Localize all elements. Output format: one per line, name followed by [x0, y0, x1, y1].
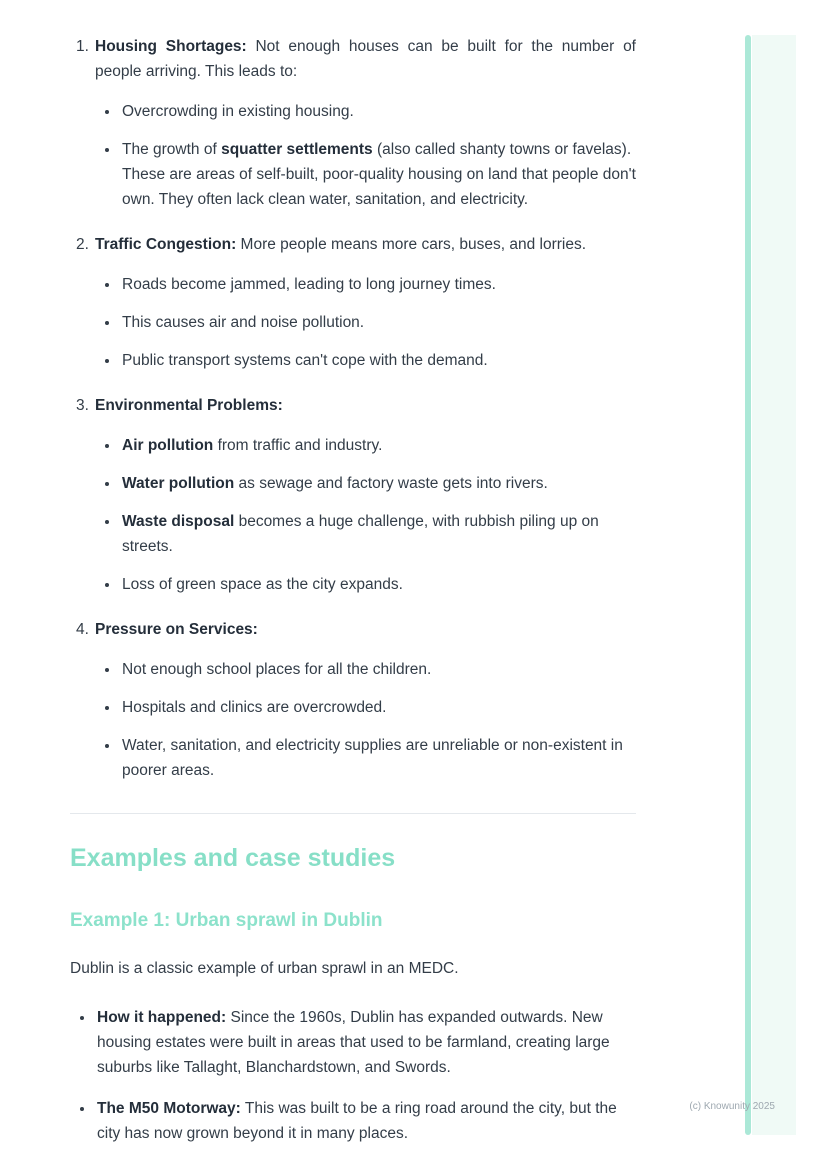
bullet-item [120, 99, 636, 124]
numbered-item [70, 232, 636, 373]
bold-text: Air pollution [122, 437, 214, 454]
bold-text: Traffic Congestion: [95, 236, 237, 253]
text-run: Loss of green space as the city expands. [122, 576, 403, 593]
text-run: Not enough houses can be built for the number of people arriving. This leads to: [95, 38, 636, 80]
item-number: 4. [76, 621, 89, 638]
bullet-item [120, 433, 636, 458]
bullet-item [120, 657, 636, 682]
sub-bullet-list [70, 99, 636, 212]
item-heading [95, 617, 636, 642]
bullet-item [120, 572, 636, 597]
problems-numbered-list [70, 34, 636, 783]
sub-bullet-list [70, 433, 636, 597]
text-run: becomes a huge challenge, with rubbish piling up on streets. [122, 513, 599, 555]
text-run: More people means more cars, buses, and lorries. [236, 236, 587, 253]
text-run: (also called shanty towns or favelas). These are areas of self-built, poor-quality housing on land that people don't own. They often lack clean water, sanitation, and electricity. [122, 141, 636, 208]
bullet-item [95, 1005, 636, 1080]
item-heading [95, 34, 636, 84]
item-number: 3. [76, 397, 89, 414]
bullet-item [120, 695, 636, 720]
bold-text: squatter settlements [221, 141, 373, 158]
numbered-item [70, 34, 636, 212]
item-number: 1. [76, 38, 89, 55]
bullet-item [120, 348, 636, 373]
bullet-item [120, 733, 636, 783]
bold-text: Waste disposal [122, 513, 235, 530]
text-run: This was built to be a ring road around the city, but the city has now grown beyond it in many places. [97, 1100, 617, 1142]
text-run: Public transport systems can't cope with the demand. [122, 352, 488, 369]
sub-bullet-list [70, 657, 636, 783]
bold-text: How it happened: [97, 1009, 227, 1026]
sub-bullet-list [70, 272, 636, 373]
numbered-item [70, 617, 636, 783]
text-run: Roads become jammed, leading to long journey times. [122, 276, 496, 293]
text-run: Since the 1960s, Dublin has expanded outwards. New housing estates were built in areas that used to be farmland, creating large suburbs like Tallaght, Blanchardstown, and Swords. [97, 1009, 610, 1076]
document-content [70, 34, 636, 1162]
bullet-item [120, 509, 636, 559]
watermark: (c) Knowunity 2025 [689, 1101, 775, 1112]
item-heading [95, 232, 636, 257]
bullet-item [95, 1096, 636, 1146]
section-heading: Examples and case studies [70, 844, 396, 872]
item-number: 2. [76, 236, 89, 253]
text-run: Hospitals and clinics are overcrowded. [122, 699, 387, 716]
numbered-item [70, 393, 636, 597]
bold-text: Housing Shortages: [95, 38, 247, 55]
bullet-item [120, 310, 636, 335]
text-run: Not enough school places for all the children. [122, 661, 432, 678]
section-divider [70, 813, 636, 814]
scrollbar-thumb[interactable] [745, 35, 751, 1135]
text-run: Water, sanitation, and electricity supplies are unreliable or non-existent in poorer areas. [122, 737, 623, 779]
intro-paragraph: Dublin is a classic example of urban sprawl in an MEDC. [70, 960, 459, 977]
bullet-item [120, 272, 636, 297]
bold-text: Water pollution [122, 475, 235, 492]
bold-text: The M50 Motorway: [97, 1100, 241, 1117]
item-heading [95, 393, 636, 418]
text-run: The growth of [122, 141, 222, 158]
bullet-item [120, 137, 636, 212]
bold-text: Pressure on Services: [95, 621, 258, 638]
scrollbar-track [752, 35, 796, 1135]
bold-text: Environmental Problems: [95, 397, 283, 414]
text-run: as sewage and factory waste gets into rivers. [234, 475, 548, 492]
text-run: Overcrowding in existing housing. [122, 103, 354, 120]
example-bullet-list [70, 1005, 636, 1146]
text-run: This causes air and noise pollution. [122, 314, 365, 331]
bullet-item [120, 471, 636, 496]
text-run: from traffic and industry. [213, 437, 383, 454]
example-heading: Example 1: Urban sprawl in Dublin [70, 910, 383, 931]
